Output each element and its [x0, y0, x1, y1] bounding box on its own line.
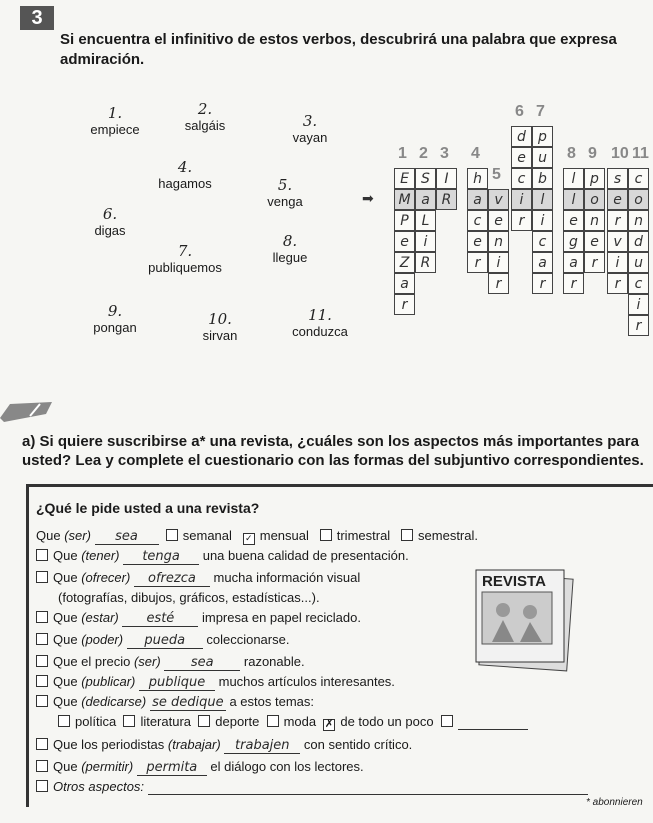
q-post: coleccionarse. — [202, 632, 290, 647]
checkbox[interactable] — [36, 549, 48, 561]
crossword-cell[interactable]: r — [628, 315, 649, 336]
verb-word: hagamos — [158, 176, 212, 191]
crossword-column-number: 11 — [632, 145, 649, 162]
crossword-cell[interactable]: i — [488, 252, 509, 273]
crossword-cell[interactable]: P — [394, 210, 415, 231]
q-verb: (permitir) — [81, 759, 134, 774]
questionnaire-title: ¿Qué le pide usted a una revista? — [36, 500, 260, 516]
q-post: a estos temas: — [225, 694, 314, 709]
crossword-cell[interactable]: r — [467, 252, 488, 273]
verb-item — [130, 242, 240, 275]
crossword-cell[interactable]: r — [511, 210, 532, 231]
verb-number: 1. — [107, 104, 123, 122]
topic-label: deporte — [215, 714, 260, 729]
verb-word: publiquemos — [148, 260, 222, 275]
crossword-cell[interactable]: p — [532, 126, 553, 147]
answer-field[interactable]: publique — [139, 675, 215, 691]
q-pre: Que — [53, 759, 82, 774]
arrow-right-icon: ➡ — [362, 190, 374, 206]
verb-item — [235, 232, 345, 265]
option-label: trimestral — [336, 528, 391, 543]
question-line — [36, 632, 289, 649]
crossword-cell[interactable]: L — [415, 210, 436, 231]
crossword-cell[interactable]: c — [628, 168, 649, 189]
q-pre: Que — [53, 548, 82, 563]
crossword-column-number: 10 — [611, 145, 629, 162]
checkbox-moda[interactable] — [267, 715, 279, 727]
crossword-column-number: 7 — [536, 103, 545, 120]
q-pre: Que — [53, 674, 82, 689]
checkbox-literatura[interactable] — [123, 715, 135, 727]
q-post: (fotografías, dibujos, gráficos, estadísticas...). — [58, 590, 320, 605]
crossword-cell[interactable]: r — [563, 273, 584, 294]
answer-field[interactable]: sea — [95, 529, 159, 545]
section-number-badge: 3 — [20, 6, 54, 30]
answer-field[interactable]: trabajen — [224, 738, 300, 754]
checkbox-other-topic[interactable] — [441, 715, 453, 727]
option-label: semanal — [182, 528, 232, 543]
crossword-cell[interactable]: e — [563, 210, 584, 231]
q-pre: Que — [36, 528, 65, 543]
q-verb: (ser) — [64, 528, 91, 543]
checkbox-semanal[interactable] — [166, 529, 178, 541]
verb-word: pongan — [93, 320, 137, 335]
crossword-cell[interactable]: c — [511, 168, 532, 189]
crossword-cell[interactable]: p — [584, 168, 605, 189]
q-post: muchos artículos interesantes. — [215, 674, 395, 689]
crossword-cell[interactable]: g — [563, 231, 584, 252]
checkbox-todo-un-poco[interactable]: ✗ — [324, 718, 334, 730]
crossword-cell[interactable]: a — [532, 252, 553, 273]
crossword-cell[interactable]: s — [607, 168, 628, 189]
crossword-cell[interactable]: i — [607, 252, 628, 273]
crossword-cell[interactable]: i — [511, 189, 532, 210]
crossword-cell[interactable]: Z — [394, 252, 415, 273]
topic-label: política — [75, 714, 117, 729]
part-a-instruction: a) Si quiere suscribirse a* una revista, ¿cuáles son los aspectos más importantes para usted? Lea y complete el cuestionario con las formas del subjuntivo correspondientes. — [22, 433, 644, 469]
verb-item — [60, 302, 170, 335]
verb-item — [150, 100, 260, 133]
verb-word: conduzca — [292, 324, 348, 339]
verb-item — [255, 112, 365, 145]
crossword-column-number: 4 — [471, 145, 480, 162]
checkbox[interactable] — [36, 633, 48, 645]
crossword-cell[interactable]: E — [394, 168, 415, 189]
crossword-cell[interactable]: v — [488, 189, 509, 210]
crossword-cell[interactable]: o — [584, 189, 605, 210]
crossword-cell[interactable]: b — [532, 168, 553, 189]
crossword-cell[interactable]: c — [532, 231, 553, 252]
crossword-cell[interactable]: R — [436, 189, 457, 210]
crossword-cell[interactable]: n — [488, 231, 509, 252]
verb-number: 11. — [308, 306, 332, 324]
crossword-cell[interactable]: u — [628, 252, 649, 273]
crossword-cell[interactable]: e — [467, 231, 488, 252]
verb-word: digas — [94, 223, 126, 238]
q-post: con sentido crítico. — [300, 737, 413, 752]
crossword-cell[interactable]: e — [511, 147, 532, 168]
checkbox[interactable] — [36, 760, 48, 772]
q-pre: Que — [53, 694, 82, 709]
q-pre: Que los periodistas — [53, 737, 168, 752]
verb-number: 9. — [107, 302, 123, 320]
crossword-column-number: 6 — [515, 103, 524, 120]
checkbox[interactable] — [36, 655, 48, 667]
verb-word: llegue — [272, 250, 308, 265]
otros-field[interactable] — [148, 779, 588, 795]
crossword-cell[interactable]: r — [532, 273, 553, 294]
crossword-cell[interactable]: a — [394, 273, 415, 294]
q-pre: Que — [53, 570, 82, 585]
crossword-cell[interactable]: r — [584, 252, 605, 273]
crossword-cell[interactable]: I — [436, 168, 457, 189]
crossword-cell[interactable]: i — [532, 210, 553, 231]
verb-number: 3. — [302, 112, 318, 130]
section-4-tab-icon — [0, 396, 60, 426]
verb-number: 5. — [277, 176, 293, 194]
crossword-cell[interactable]: e — [394, 231, 415, 252]
q-verb: (dedicarse) — [81, 694, 147, 709]
crossword-cell[interactable]: i — [628, 294, 649, 315]
crossword-cell[interactable]: n — [628, 210, 649, 231]
verb-item — [265, 306, 375, 339]
topic-label: moda — [283, 714, 317, 729]
checkbox-deporte[interactable] — [198, 715, 210, 727]
crossword-cell[interactable]: c — [628, 273, 649, 294]
verb-word: venga — [267, 194, 303, 209]
crossword-cell[interactable]: a — [415, 189, 436, 210]
question-line — [58, 590, 320, 605]
topic-label: literatura — [140, 714, 192, 729]
crossword-cell[interactable]: c — [467, 210, 488, 231]
option-label: semestral. — [418, 528, 478, 543]
crossword-cell[interactable]: l — [563, 189, 584, 210]
crossword-cell[interactable]: l — [532, 189, 553, 210]
verb-item — [230, 176, 340, 209]
footnote: * abonnieren — [586, 797, 643, 808]
q-pre: Que el precio — [53, 654, 134, 669]
q-verb: (ofrecer) — [81, 570, 131, 585]
exercise-instruction: Si encuentra el infinitivo de estos verbos, descubrirá una palabra que expresa admiración. — [60, 31, 617, 68]
question-line-otros — [36, 779, 588, 795]
checkbox[interactable] — [36, 611, 48, 623]
answer-field[interactable]: sea — [164, 655, 240, 671]
answer-field[interactable]: esté — [122, 611, 198, 627]
crossword-cell[interactable]: r — [394, 294, 415, 315]
verb-word: vayan — [292, 130, 328, 145]
question-line — [36, 610, 361, 627]
other-topic-field[interactable] — [458, 714, 528, 730]
q-post: razonable. — [240, 654, 305, 669]
q-verb: (estar) — [81, 610, 119, 625]
q-post: el diálogo con los lectores. — [206, 759, 364, 774]
verb-number: 10. — [208, 310, 232, 328]
topic-label: de todo un poco — [340, 714, 434, 729]
crossword-cell[interactable]: S — [415, 168, 436, 189]
option-label: mensual — [259, 528, 309, 543]
crossword-cell[interactable]: e — [488, 210, 509, 231]
checkbox-trimestral[interactable] — [320, 529, 332, 541]
checkbox[interactable] — [36, 571, 48, 583]
crossword-cell[interactable]: a — [467, 189, 488, 210]
crossword-cell[interactable]: R — [415, 252, 436, 273]
magazine-title: REVISTA — [482, 573, 546, 590]
crossword-cell[interactable]: e — [584, 231, 605, 252]
question-line-trabajar — [36, 737, 412, 754]
q-verb: (trabajar) — [167, 737, 221, 752]
crossword-column-number: 2 — [419, 145, 428, 162]
question-line — [36, 548, 409, 565]
verb-number: 4. — [177, 158, 193, 176]
question-line — [36, 674, 395, 691]
question-line — [36, 654, 305, 671]
crossword-column-number: 5 — [492, 166, 501, 183]
crossword-cell[interactable]: n — [584, 210, 605, 231]
crossword-cell[interactable]: d — [628, 231, 649, 252]
crossword-cell[interactable]: r — [607, 210, 628, 231]
crossword-column-number: 8 — [567, 145, 576, 162]
crossword-cell[interactable]: o — [628, 189, 649, 210]
q-post: mucha información visual — [209, 570, 361, 585]
crossword-column-number: 3 — [440, 145, 449, 162]
otros-label: Otros aspectos: — [53, 779, 145, 794]
q-verb: (publicar) — [81, 674, 136, 689]
checkbox[interactable] — [36, 780, 48, 792]
crossword-cell[interactable]: r — [488, 273, 509, 294]
magazine-illustration — [468, 562, 576, 672]
q-verb: (ser) — [133, 654, 161, 669]
q-verb: (poder) — [81, 632, 124, 647]
verb-item — [165, 310, 275, 343]
checkbox[interactable] — [36, 695, 48, 707]
checkbox-mensual[interactable]: ✓ — [243, 533, 255, 545]
answer-field[interactable]: pueda — [127, 633, 203, 649]
checkbox[interactable] — [36, 738, 48, 750]
crossword-cell[interactable]: i — [415, 231, 436, 252]
crossword-cell[interactable]: h — [467, 168, 488, 189]
verb-item — [55, 205, 165, 238]
crossword-cell[interactable]: d — [511, 126, 532, 147]
q-pre: Que — [53, 610, 82, 625]
answer-field[interactable]: ofrezca — [134, 571, 210, 587]
crossword-cell[interactable]: u — [532, 147, 553, 168]
crossword-cell[interactable]: M — [394, 189, 415, 210]
checkbox-politica[interactable] — [58, 715, 70, 727]
verb-word: salgáis — [184, 118, 226, 133]
verb-number: 6. — [102, 205, 118, 223]
verb-word: sirvan — [202, 328, 238, 343]
answer-field[interactable]: permita — [137, 760, 207, 776]
crossword-cell[interactable]: e — [607, 189, 628, 210]
q-post: impresa en papel reciclado. — [198, 610, 361, 625]
verb-number: 8. — [282, 232, 298, 250]
crossword-column-number: 1 — [398, 145, 407, 162]
crossword-cell[interactable]: a — [563, 252, 584, 273]
answer-field[interactable]: se dedique — [150, 695, 226, 711]
q-post: una buena calidad de presentación. — [199, 548, 409, 563]
question-line — [36, 694, 314, 711]
question-line — [36, 570, 360, 587]
verb-item — [130, 158, 240, 191]
checkbox-semestral[interactable] — [401, 529, 413, 541]
crossword-cell[interactable]: v — [607, 231, 628, 252]
q-pre: Que — [53, 632, 82, 647]
crossword-cell[interactable]: r — [607, 273, 628, 294]
topics-line — [58, 714, 528, 731]
question-line-ser — [36, 528, 478, 545]
verb-number: 2. — [197, 100, 213, 118]
verb-word: empiece — [90, 122, 140, 137]
q-verb: (tener) — [81, 548, 120, 563]
question-line-permitir — [36, 759, 364, 776]
crossword-column-number: 9 — [588, 145, 597, 162]
crossword-cell[interactable]: l — [563, 168, 584, 189]
verb-number: 7. — [177, 242, 193, 260]
answer-field[interactable]: tenga — [123, 549, 199, 565]
checkbox[interactable] — [36, 675, 48, 687]
